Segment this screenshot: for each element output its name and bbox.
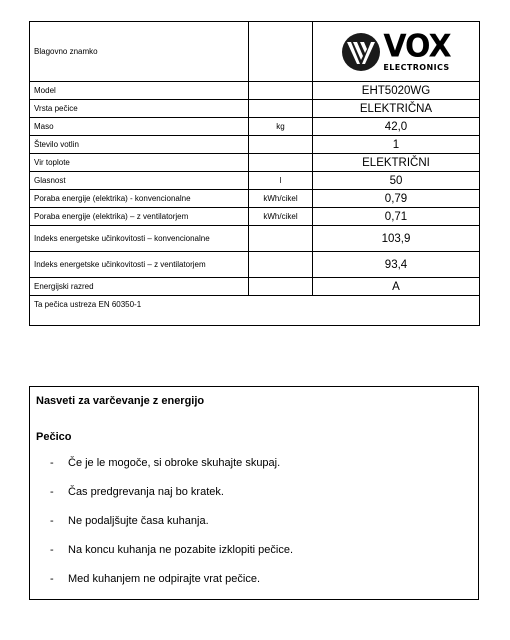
- row-value: ELEKTRIČNI: [313, 154, 480, 172]
- energy-tips-box: [29, 386, 479, 600]
- brand-subtitle: ELECTRONICS: [383, 62, 450, 72]
- bullet-dash: -: [50, 515, 54, 527]
- row-label: Poraba energije (elektrika) - konvencionalne: [30, 190, 249, 208]
- table-row: [30, 154, 480, 172]
- table-row: [30, 82, 480, 100]
- tips-title: Nasveti za varčevanje z energijo: [36, 395, 205, 407]
- tip-text: Ne podaljšujte časa kuhanja.: [68, 515, 209, 527]
- tips-list: [50, 457, 293, 602]
- row-label: Indeks energetske učinkovitosti – konvencionalne: [30, 226, 249, 252]
- row-value: 50: [313, 172, 480, 190]
- row-label: Maso: [30, 118, 249, 136]
- row-label: Indeks energetske učinkovitosti – z ventilatorjem: [30, 252, 249, 278]
- list-item: [50, 486, 293, 515]
- table-row: [30, 118, 480, 136]
- row-unit: l: [249, 172, 313, 190]
- row-unit: kWh/cikel: [249, 208, 313, 226]
- vox-logo: [313, 22, 479, 81]
- bullet-dash: -: [50, 457, 54, 469]
- row-unit: [249, 82, 313, 100]
- standard-note: Ta pečica ustreza EN 60350-1: [30, 296, 480, 326]
- table-footer-row: [30, 296, 480, 326]
- tip-text: Če je le mogoče, si obroke skuhajte skupaj.: [68, 457, 281, 469]
- vox-emblem-icon: [341, 32, 381, 72]
- tips-subtitle: Pečico: [36, 431, 72, 443]
- row-value: ELEKTRIČNA: [313, 100, 480, 118]
- row-label: Vrsta pečice: [30, 100, 249, 118]
- empty-cell: [249, 22, 313, 82]
- row-label: Vir toplote: [30, 154, 249, 172]
- row-unit: [249, 252, 313, 278]
- tip-text: Med kuhanjem ne odpirajte vrat pečice.: [68, 573, 260, 585]
- row-label: Poraba energije (elektrika) – z ventilatorjem: [30, 208, 249, 226]
- row-unit: kg: [249, 118, 313, 136]
- row-value: 42,0: [313, 118, 480, 136]
- brand-name: VOX: [383, 27, 451, 65]
- tip-text: Na koncu kuhanja ne pozabite izklopiti pečice.: [68, 544, 294, 556]
- table-row: [30, 136, 480, 154]
- row-unit: [249, 278, 313, 296]
- table-row: [30, 100, 480, 118]
- row-value: 1: [313, 136, 480, 154]
- table-row: [30, 190, 480, 208]
- brand-logo-cell: [313, 22, 480, 82]
- row-value: 93,4: [313, 252, 480, 278]
- table-row: [30, 252, 480, 278]
- list-item: [50, 573, 293, 602]
- list-item: [50, 457, 293, 486]
- table-row: [30, 208, 480, 226]
- table-row: [30, 278, 480, 296]
- brand-label: Blagovno znamko: [30, 22, 249, 82]
- table-row: [30, 22, 480, 82]
- row-value: 0,71: [313, 208, 480, 226]
- bullet-dash: -: [50, 573, 54, 585]
- row-label: Model: [30, 82, 249, 100]
- row-unit: [249, 136, 313, 154]
- row-value: EHT5020WG: [313, 82, 480, 100]
- product-fiche-table: [29, 21, 480, 326]
- table-row: [30, 172, 480, 190]
- tip-text: Čas predgrevanja naj bo kratek.: [68, 486, 224, 498]
- row-value: A: [313, 278, 480, 296]
- table-row: [30, 226, 480, 252]
- row-unit: [249, 154, 313, 172]
- row-value: 0,79: [313, 190, 480, 208]
- row-unit: [249, 226, 313, 252]
- bullet-dash: -: [50, 486, 54, 498]
- row-unit: [249, 100, 313, 118]
- row-label: Število votlin: [30, 136, 249, 154]
- row-value: 103,9: [313, 226, 480, 252]
- row-unit: kWh/cikel: [249, 190, 313, 208]
- list-item: [50, 515, 293, 544]
- row-label: Energijski razred: [30, 278, 249, 296]
- bullet-dash: -: [50, 544, 54, 556]
- list-item: [50, 544, 293, 573]
- row-label: Glasnost: [30, 172, 249, 190]
